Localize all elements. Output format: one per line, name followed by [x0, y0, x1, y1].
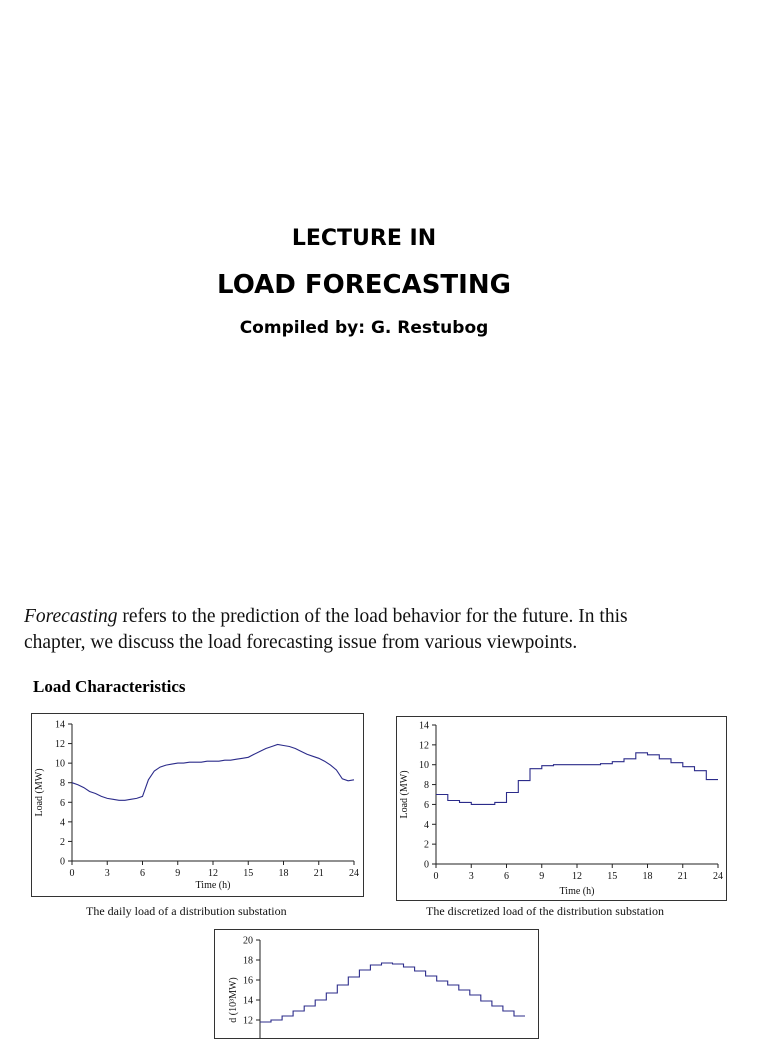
chart-discretized-load — [396, 716, 727, 901]
y-tick-label: 12 — [55, 739, 65, 751]
intro-line1-rest: refers to the prediction of the load behavior for the future. In this — [117, 606, 628, 627]
series-line — [260, 963, 525, 1022]
x-tick-label: 15 — [243, 868, 254, 879]
y-tick-label: 6 — [60, 797, 65, 809]
chart-discretized-load-svg — [397, 717, 728, 902]
x-tick-label: 0 — [69, 868, 75, 879]
x-tick-label: 21 — [313, 868, 324, 879]
chart-daily-load — [31, 713, 364, 897]
y-tick-label: 20 — [243, 935, 253, 947]
intro-line-2: chapter, we discuss the load forecasting issue from various viewpoints. — [24, 632, 578, 653]
x-axis-label: Time (h) — [195, 880, 231, 891]
lecture-title-line2: LOAD FORECASTING — [217, 270, 511, 300]
y-tick-label: 14 — [419, 720, 429, 732]
y-tick-label: 8 — [424, 780, 429, 792]
y-tick-label: 12 — [419, 740, 429, 752]
y-tick-label: 4 — [424, 819, 429, 831]
y-axis-label: d (10³MW) — [228, 977, 239, 1023]
y-tick-label: 10 — [419, 760, 429, 772]
y-tick-label: 18 — [243, 955, 253, 967]
x-tick-label: 21 — [677, 871, 688, 882]
lecture-title-line1: LECTURE IN — [291, 226, 437, 251]
intro-line-1 — [24, 604, 754, 630]
y-tick-label: 14 — [55, 719, 65, 731]
y-tick-label: 8 — [60, 778, 65, 790]
x-tick-label: 18 — [278, 868, 289, 879]
x-tick-label: 24 — [349, 868, 359, 879]
x-tick-label: 9 — [539, 871, 545, 882]
x-tick-label: 9 — [175, 868, 181, 879]
y-tick-label: 14 — [243, 995, 253, 1007]
y-tick-label: 2 — [424, 839, 429, 851]
compiled-by-line: Compiled by: G. Restubog — [239, 318, 489, 338]
series-line — [72, 745, 354, 801]
section-heading: Load Characteristics — [33, 677, 186, 696]
intro-term: Forecasting — [24, 606, 118, 627]
y-axis-label: Load (MW) — [399, 770, 410, 819]
y-tick-label: 2 — [60, 836, 65, 848]
x-tick-label: 24 — [713, 871, 723, 882]
x-tick-label: 3 — [468, 871, 474, 882]
x-tick-label: 12 — [208, 868, 218, 879]
y-tick-label: 0 — [60, 856, 65, 868]
caption-daily-load: The daily load of a distribution substation — [86, 904, 287, 918]
chart-system-load — [214, 929, 539, 1039]
series-line — [436, 753, 718, 805]
y-tick-label: 4 — [60, 817, 65, 829]
x-tick-label: 6 — [140, 868, 145, 879]
y-tick-label: 0 — [424, 859, 429, 871]
y-tick-label: 10 — [55, 758, 65, 770]
caption-discretized-load: The discretized load of the distribution substation — [426, 904, 664, 918]
x-tick-label: 6 — [504, 871, 509, 882]
x-tick-label: 0 — [433, 871, 439, 882]
x-tick-label: 18 — [642, 871, 653, 882]
intro-paragraph — [24, 604, 754, 656]
x-tick-label: 12 — [572, 871, 582, 882]
y-tick-label: 6 — [424, 799, 429, 811]
x-axis-label: Time (h) — [559, 886, 595, 897]
chart-daily-load-svg — [32, 714, 365, 898]
y-axis-label: Load (MW) — [34, 768, 45, 817]
x-tick-label: 3 — [104, 868, 110, 879]
y-tick-label: 16 — [243, 975, 253, 987]
x-tick-label: 15 — [607, 871, 618, 882]
y-tick-label: 12 — [243, 1015, 253, 1027]
